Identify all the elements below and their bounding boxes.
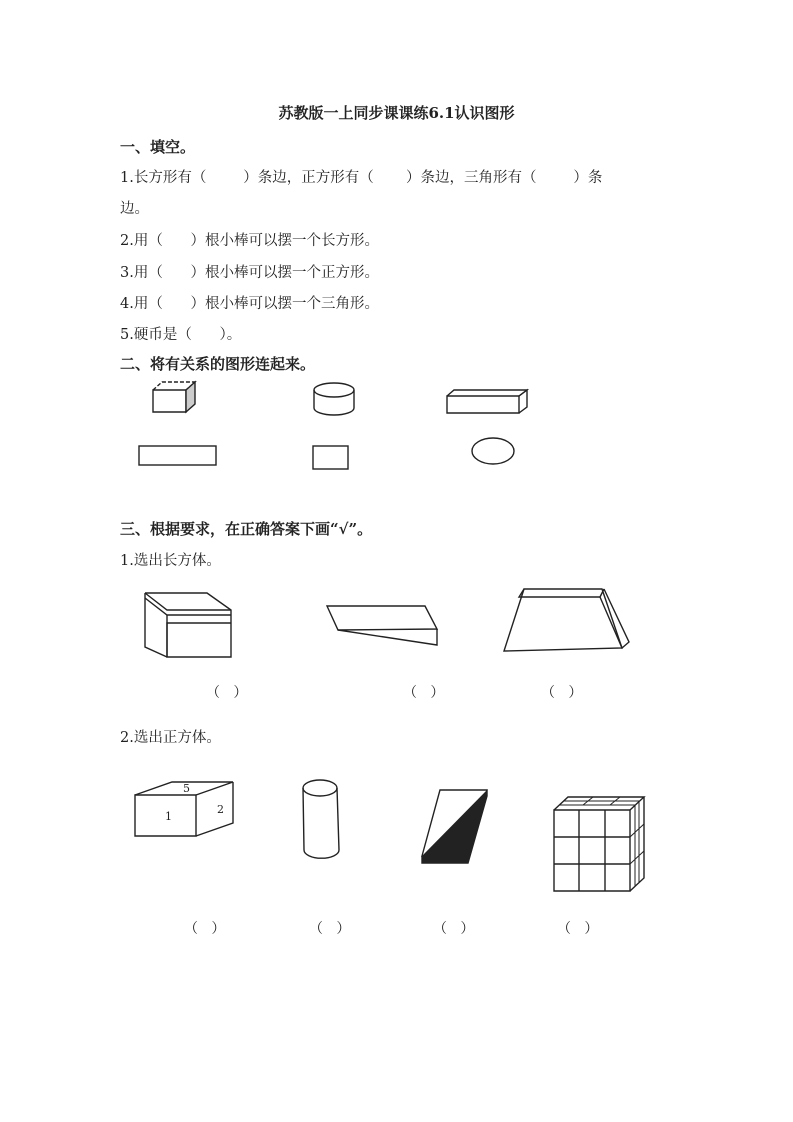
section3-heading: 三、根据要求，在正确答案下画“√”。 bbox=[120, 520, 373, 538]
cylinder-solid-icon bbox=[312, 380, 362, 420]
trapezoid-prism-icon bbox=[500, 585, 640, 660]
question-1-line1: 1.长方形有（ ）条边，正方形有（ ）条边，三角形有（ ）条 bbox=[120, 170, 603, 186]
section3-q2-label: 2.选出正方体。 bbox=[120, 730, 221, 746]
question-3: 3.用（ ）根小棒可以摆一个正方形。 bbox=[120, 265, 379, 281]
svg-text:5: 5 bbox=[183, 782, 190, 795]
answer-blank[interactable]: （ ） bbox=[184, 921, 226, 937]
cylinder-icon bbox=[300, 778, 350, 863]
question-2: 2.用（ ）根小棒可以摆一个长方形。 bbox=[120, 233, 379, 249]
section2-heading: 二、将有关系的图形连起来。 bbox=[120, 355, 316, 373]
question-1-line2: 边。 bbox=[120, 201, 149, 217]
svg-text:2: 2 bbox=[217, 803, 224, 816]
rectangle-icon bbox=[138, 445, 218, 467]
svg-text:1: 1 bbox=[165, 810, 172, 823]
answer-blank[interactable]: （ ） bbox=[309, 921, 351, 937]
section1-heading: 一、填空。 bbox=[120, 138, 196, 156]
question-5: 5.硬币是（ ）。 bbox=[120, 327, 242, 343]
page-title: 苏教版一上同步课课练6.1认识图形 bbox=[278, 104, 515, 122]
square-icon bbox=[312, 445, 352, 471]
question-4: 4.用（ ）根小棒可以摆一个三角形。 bbox=[120, 296, 379, 312]
cuboid-solid-icon bbox=[446, 388, 536, 418]
numbered-cube-icon bbox=[133, 780, 243, 850]
answer-blank[interactable]: （ ） bbox=[557, 921, 599, 937]
answer-blank[interactable]: （ ） bbox=[206, 685, 248, 701]
flat-box-icon bbox=[420, 788, 500, 868]
wedge-icon bbox=[325, 602, 455, 654]
answer-blank[interactable]: （ ） bbox=[541, 685, 583, 701]
first-aid-box-icon-full bbox=[143, 590, 273, 662]
ellipse-icon bbox=[471, 437, 519, 467]
cube-solid-icon bbox=[150, 380, 210, 420]
rubik-cube-icon bbox=[550, 795, 655, 900]
answer-blank[interactable]: （ ） bbox=[433, 921, 475, 937]
answer-blank[interactable]: （ ） bbox=[403, 685, 445, 701]
section3-q1-label: 1.选出长方体。 bbox=[120, 553, 221, 569]
